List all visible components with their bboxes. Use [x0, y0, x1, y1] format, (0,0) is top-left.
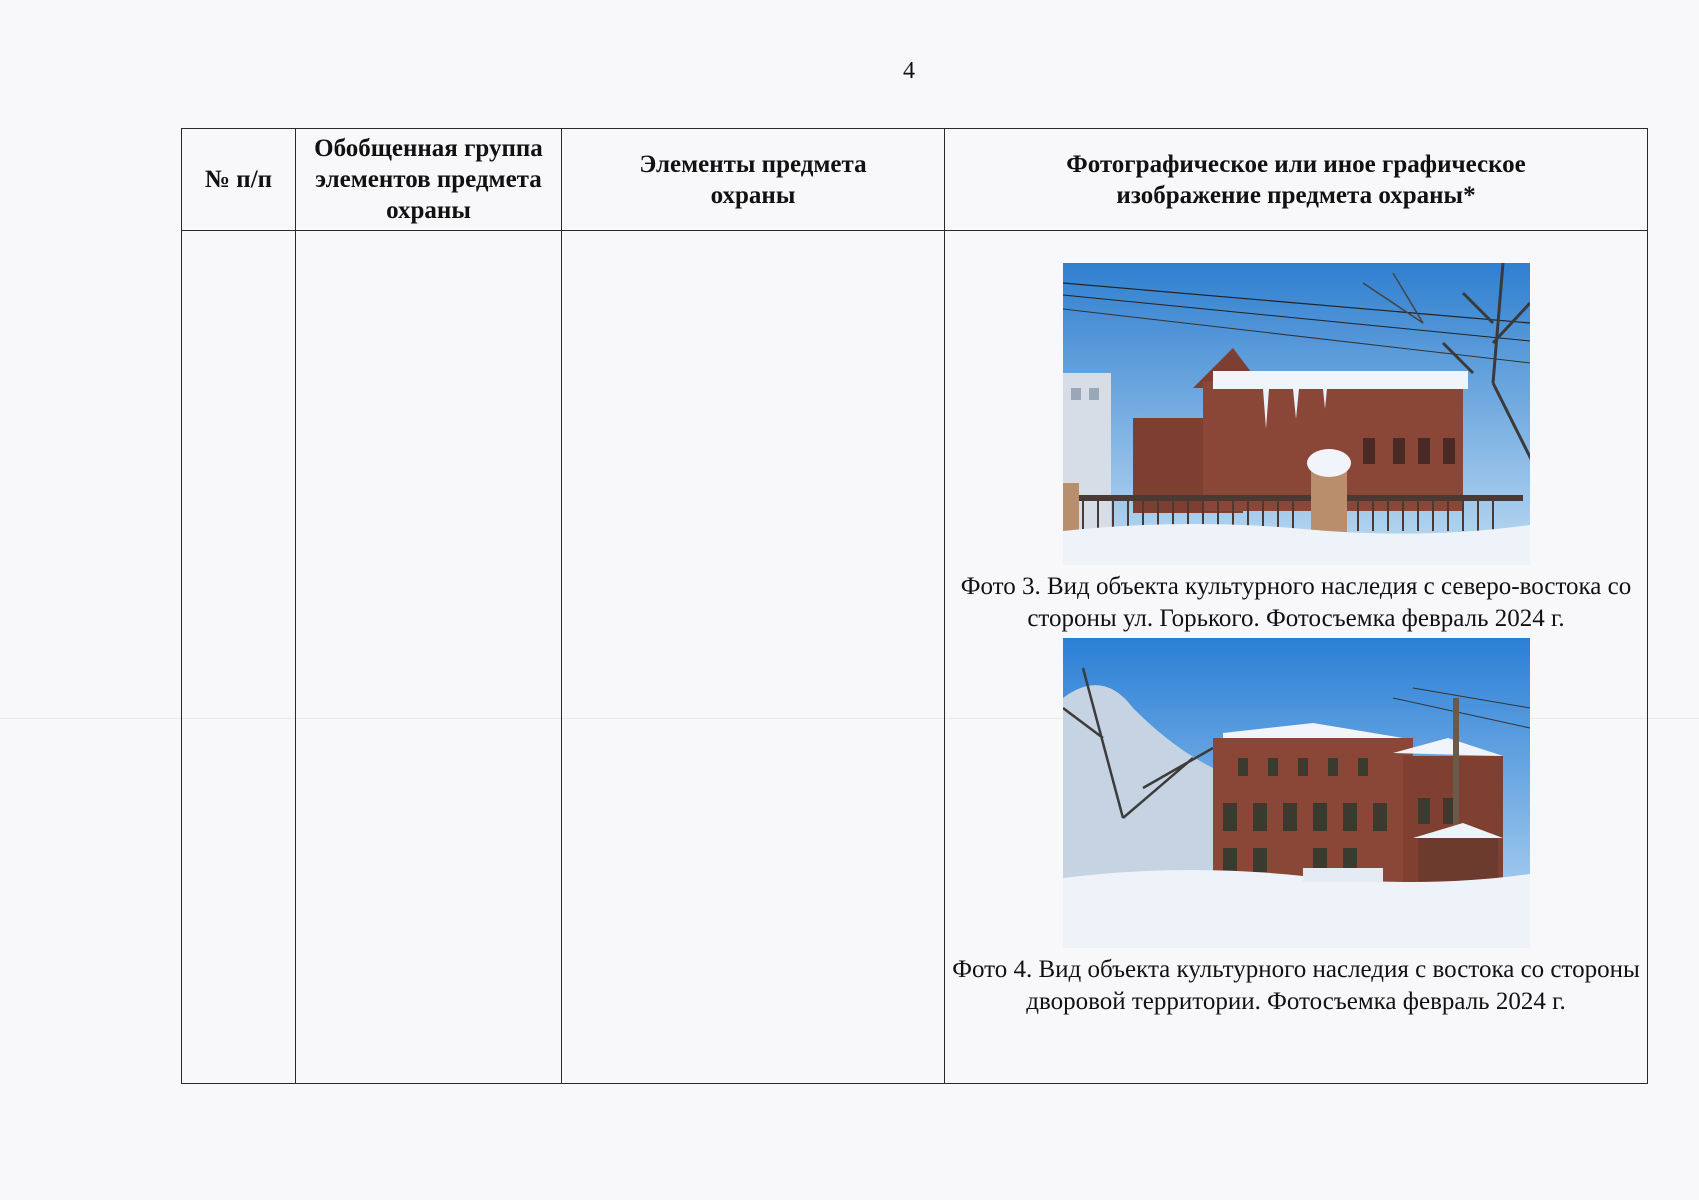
page-number: 4	[903, 58, 915, 84]
cell-elements	[562, 231, 945, 1084]
cell-group	[296, 231, 562, 1084]
photo-3-image	[1063, 263, 1530, 565]
header-number: № п/п	[182, 129, 296, 231]
photo-4-caption: Фото 4. Вид объекта культурного наследия с востока со стороны дворовой территории. Фотосъемка февраль 2024 г.	[952, 956, 1640, 1015]
photo-4-image	[1063, 638, 1530, 948]
cell-number	[182, 231, 296, 1084]
header-image: Фотографическое или иное графическое изображение предмета охраны*	[945, 129, 1648, 231]
protection-subject-table	[181, 128, 1648, 1084]
header-group: Обобщенная группа элементов предмета охраны	[296, 129, 562, 231]
table-row	[182, 231, 1648, 1084]
cell-image	[945, 231, 1648, 1084]
table-header-row	[182, 129, 1648, 231]
photo-3-caption: Фото 3. Вид объекта культурного наследия с северо-востока со стороны ул. Горького. Фотосъемка февраль 2024 г.	[960, 573, 1632, 632]
header-elements: Элементы предмета охраны	[562, 129, 945, 231]
